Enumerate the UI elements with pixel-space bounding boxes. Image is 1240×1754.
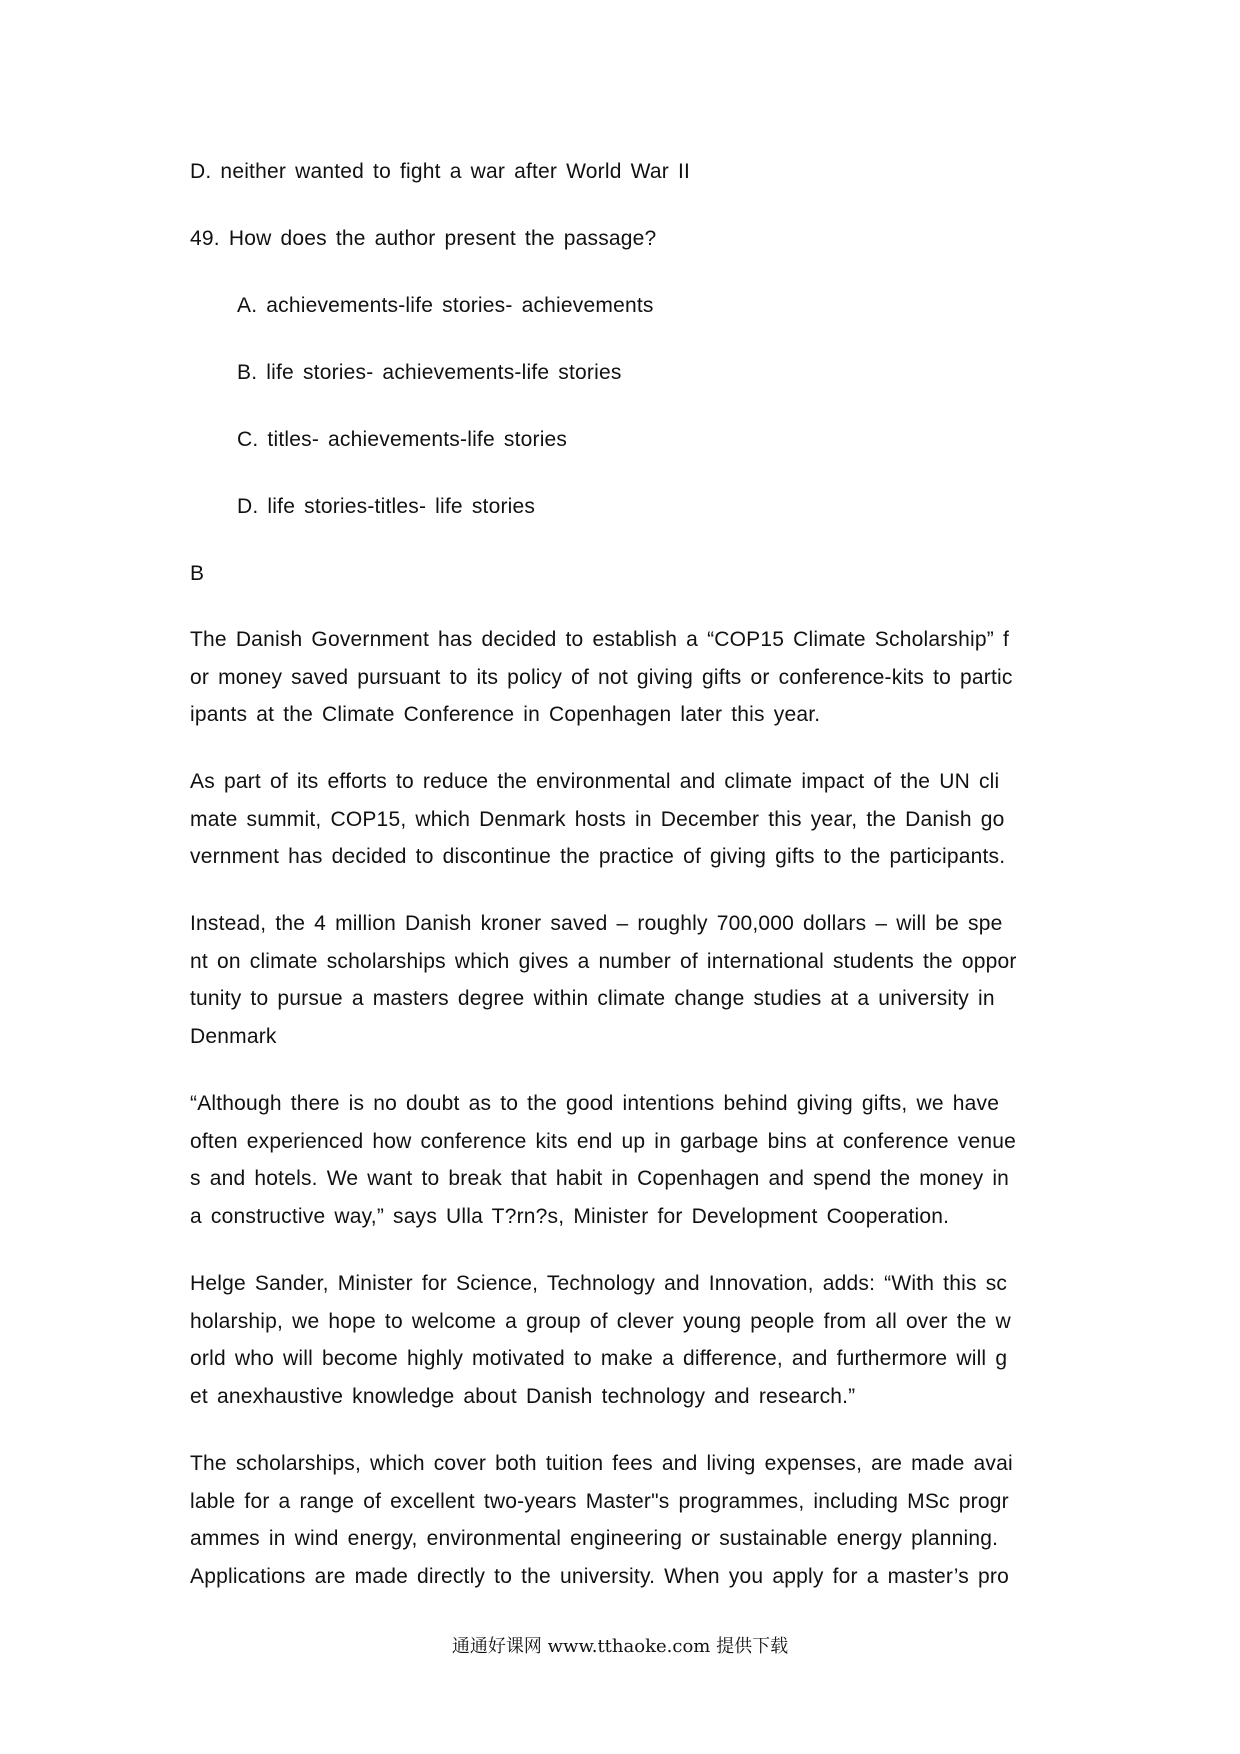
page-footer: 通通好课网 www.tthaoke.com 提供下载 [451, 1636, 789, 1657]
paragraph-line: nt on climate scholarships which gives a number of international students the oppor [190, 949, 1017, 973]
paragraph-2 [190, 763, 1070, 876]
paragraph-line: holarship, we hope to welcome a group of clever young people from all over the w [190, 1309, 1011, 1333]
paragraph-line: mate summit, COP15, which Denmark hosts in December this year, the Danish go [190, 807, 1005, 831]
paragraph-6 [190, 1445, 1070, 1596]
paragraph-line: tunity to pursue a masters degree within climate change studies at a university in [190, 987, 995, 1011]
paragraph-line: As part of its efforts to reduce the environmental and climate impact of the UN cli [190, 770, 1000, 793]
paragraph-line: orld who will become highly motivated to make a difference, and furthermore will g [190, 1347, 1008, 1371]
paragraph-3 [190, 905, 1070, 1056]
question-49-option-d: D. life stories-titles- life stories [237, 495, 536, 518]
question-49-option-b: B. life stories- achievements-life stories [237, 361, 622, 384]
paragraph-line: et anexhaustive knowledge about Danish technology and research.” [190, 1385, 856, 1409]
paragraph-line: ammes in wind energy, environmental engineering or sustainable energy planning. [190, 1527, 999, 1551]
paragraph-line: s and hotels. We want to break that habit in Copenhagen and spend the money in [190, 1167, 1010, 1191]
paragraph-line: The scholarships, which cover both tuition fees and living expenses, are made avai [190, 1452, 1013, 1475]
paragraph-line: “Although there is no doubt as to the good intentions behind giving gifts, we have [190, 1092, 1000, 1115]
paragraph-line: Applications are made directly to the university. When you apply for a master’s pro [190, 1565, 1009, 1589]
prev-question-option-d: D. neither wanted to fight a war after World War II [190, 160, 691, 183]
question-49-option-c: C. titles- achievements-life stories [237, 428, 568, 451]
paragraph-5 [190, 1265, 1070, 1416]
paragraph-line: a constructive way,” says Ulla T?rn?s, Minister for Development Cooperation. [190, 1205, 950, 1229]
paragraph-line: ipants at the Climate Conference in Copenhagen later this year. [190, 703, 821, 727]
paragraph-line: vernment has decided to discontinue the practice of giving gifts to the participants. [190, 845, 1006, 869]
question-49-option-a: A. achievements-life stories- achievements [237, 294, 654, 317]
paragraph-line: or money saved pursuant to its policy of not giving gifts or conference-kits to partic [190, 665, 1013, 689]
paragraph-line: often experienced how conference kits end up in garbage bins at conference venue [190, 1129, 1017, 1153]
paragraph-1 [190, 621, 1070, 734]
paragraph-line: The Danish Government has decided to establish a “COP15 Climate Scholarship” f [190, 628, 1009, 651]
paragraph-line: lable for a range of excellent two-years Master"s programmes, including MSc progr [190, 1489, 1009, 1513]
paragraph-4 [190, 1085, 1070, 1236]
question-49-stem: 49. How does the author present the passage? [190, 227, 657, 250]
paragraph-line: Helge Sander, Minister for Science, Technology and Innovation, adds: “With this sc [190, 1272, 1008, 1295]
paragraph-line: Instead, the 4 million Danish kroner saved – roughly 700,000 dollars – will be spe [190, 912, 1003, 935]
paragraph-line: Denmark [190, 1025, 277, 1049]
section-label: B [190, 562, 205, 585]
